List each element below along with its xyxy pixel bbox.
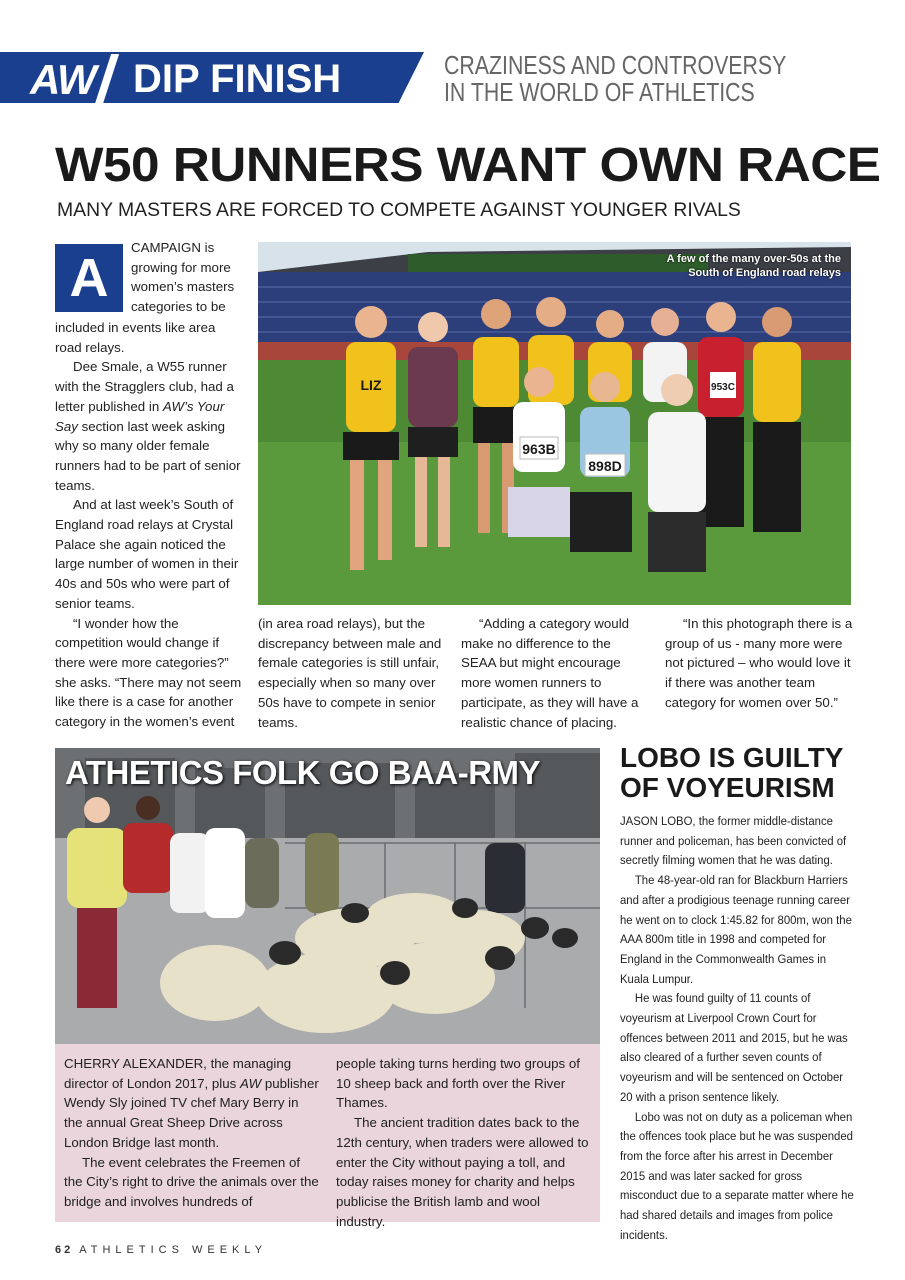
svg-text:LIZ: LIZ [360,377,382,393]
runners-photo [258,242,851,605]
svg-text:898D: 898D [588,458,622,474]
photo-caption: A few of the many over-50s at the South of England road relays [666,253,841,279]
body-column-3: “Adding a category would make no difference to the SEAA but might encourage more women runners to participate, as they will have a realistic chance of placing. [461,616,639,730]
runners-illustration [258,242,851,605]
sheep-column-1: CHERRY ALEXANDER, the managing director of London 2017, plus AW publisher Wendy Sly joined TV chef Mary Berry in the annual Great Sheep Drive across London Bridge last month. The event celebrates the Freemen of the City’s right to drive the animals over the bridge and involves hundreds of [64,1056,319,1209]
svg-text:963B: 963B [522,441,556,457]
publication-name: ATHLETICS WEEKLY [79,1244,268,1256]
svg-text:953C: 953C [711,382,735,393]
body-column-1: included in events like area road relays. Dee Smale, a W55 runner with the Stragglers club, had a letter published in AW’s Your Say section last week asking why so many older female runners had to be part of senior teams. And at last week’s South of England road relays at Crystal Palace she again noticed the large number of women in their 40s and 50s who were part of senior teams. “I wonder how the competition would change if there were more categories?” she asks. “There may not seem like there is a case for another category in the women’s event [55,320,242,730]
sheep-illustration [55,748,600,1044]
lobo-column: JASON LOBO, the former middle-distance runner and policeman, has been convicted of secretly filming women that he was dating. The 48-year-old ran for Blackburn Harriers and after a prodigious teenage running career he went on to clock 1:45.82 for 800m, won the AAA 800m title in 1998 and competed for England in the Commonwealth Games in Kuala Lumpur. He was found guilty of 11 counts of voyeurism at Liverpool Crown Court for offences between 2011 and 2015, but he was also cleared of a further seven counts of voyeurism and will be sentenced on October 20 with a prison sentence likely. Lobo was not on duty as a policeman when the offences took place but he was suspended from the force after his arrest in December 2015 and was later sacked for gross misconduct due to a separate matter where he had shared details and images from police incidents. [620,814,854,1242]
article-headline: W50 RUNNERS WANT OWN RACE [55,139,881,192]
drop-cap: A [55,244,123,312]
lead-lines: CAMPAIGN is growing for more women’s masters categories to be [131,240,235,315]
body-column-4: “In this photograph there is a group of us - many more were not pictured – who would love it if there was another team category for women over 50.” [665,616,853,710]
article-headline-sheep: ATHETICS FOLK GO BAA-RMY [65,754,541,791]
section-kicker: CRAZINESS AND CONTROVERSY IN THE WORLD OF ATHLETICS [444,50,787,107]
body-column-2: (in area road relays), but the discrepancy between male and female categories is still unfair, especially when so many over 50s have to compete in senior teams. [258,616,442,730]
sheep-column-2: people taking turns herding two groups of 10 sheep back and forth over the River Thames. The ancient tradition dates back to the 12th century, when traders were allowed to enter the City without paying a toll, and today raises money for charity and helps publicise the British lamb and wool industry. [336,1056,589,1229]
page-number: 62 [55,1244,74,1256]
section-title: DIP FINISH [133,57,342,101]
sheep-photo [55,748,600,1044]
article-standfirst: MANY MASTERS ARE FORCED TO COMPETE AGAINST YOUNGER RIVALS [57,200,741,221]
article-headline-lobo: LOBO IS GUILTY OF VOYEURISM [620,742,844,803]
page-footer [55,1244,267,1256]
aw-logo: AW [30,56,96,103]
